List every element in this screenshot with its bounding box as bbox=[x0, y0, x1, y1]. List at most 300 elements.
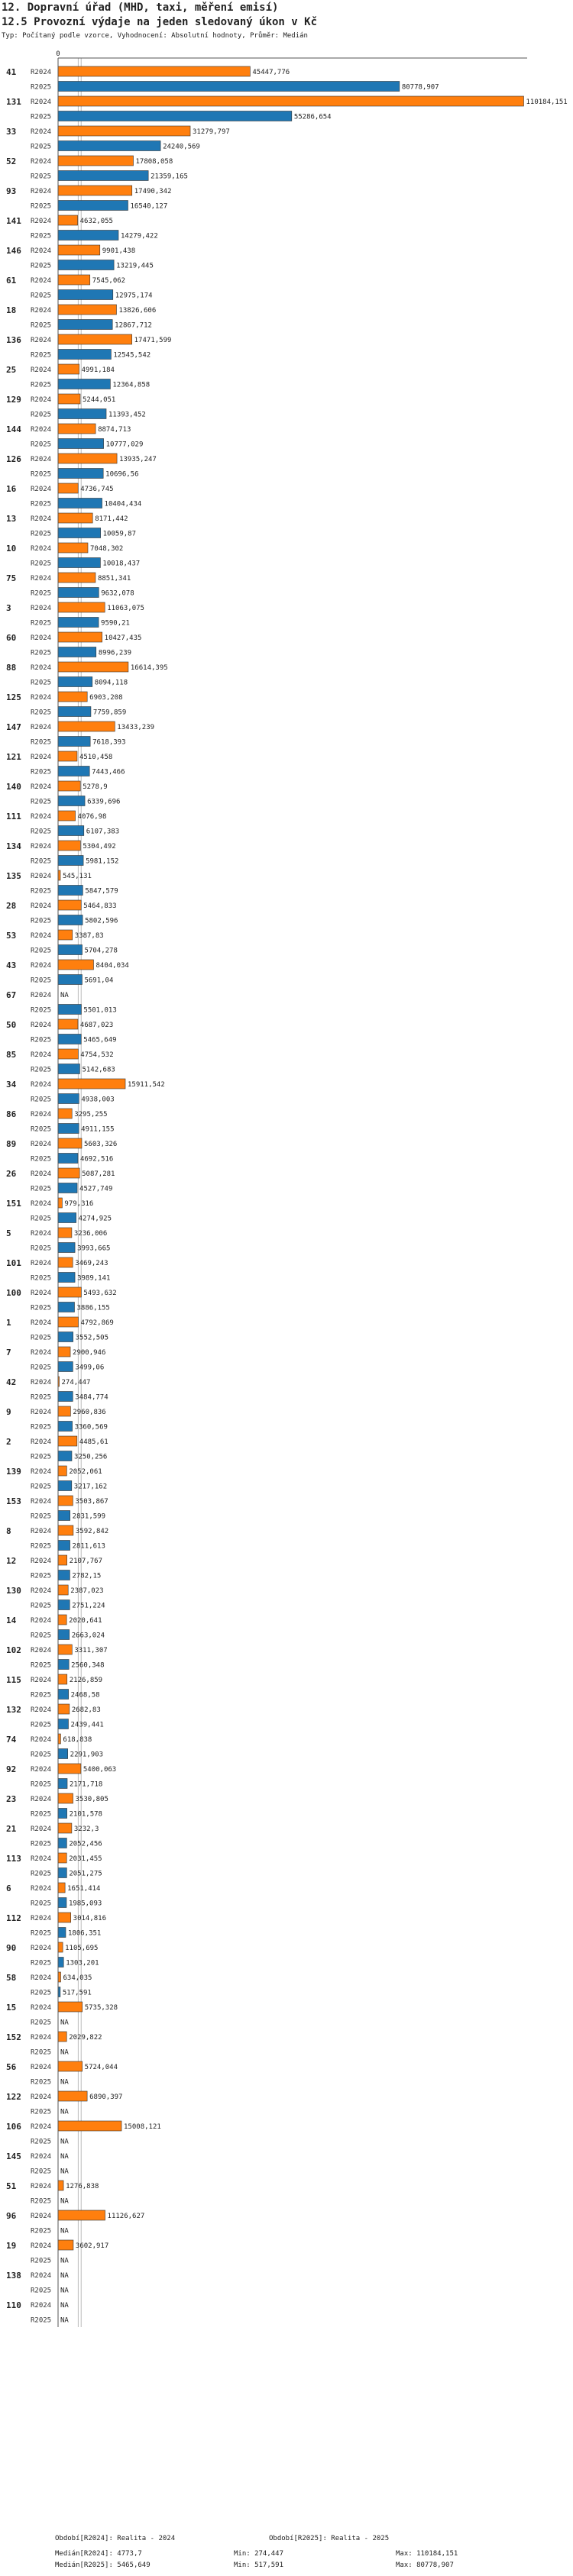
bar-r2025 bbox=[58, 1630, 70, 1640]
value-label: 12867,712 bbox=[115, 321, 152, 330]
series-label-r2025: R2025 bbox=[31, 560, 52, 568]
group-label: 34 bbox=[6, 1080, 17, 1089]
bar-r2024 bbox=[58, 275, 90, 285]
group-label: 144 bbox=[6, 424, 21, 434]
bar-r2024 bbox=[58, 1198, 62, 1208]
series-label-r2024: R2024 bbox=[31, 1736, 52, 1744]
bar-r2025 bbox=[58, 1958, 63, 1968]
bar-r2024 bbox=[58, 394, 80, 404]
series-label-r2025: R2025 bbox=[31, 1393, 52, 1402]
series-label-r2025: R2025 bbox=[31, 649, 52, 657]
series-label-r2024: R2024 bbox=[31, 2093, 52, 2101]
value-label: 5735,328 bbox=[84, 2004, 118, 2012]
bar-r2024 bbox=[58, 1853, 66, 1863]
bar-r2025 bbox=[58, 1064, 79, 1074]
bar-r2025 bbox=[58, 1779, 67, 1789]
value-label: NA bbox=[60, 2302, 69, 2310]
value-label: 2052,061 bbox=[69, 1468, 102, 1476]
bar-r2024 bbox=[58, 721, 115, 731]
bar-r2025 bbox=[58, 1183, 77, 1193]
bar-r2024 bbox=[58, 1019, 78, 1029]
series-label-r2024: R2024 bbox=[31, 2004, 52, 2012]
series-label-r2025: R2025 bbox=[31, 1840, 52, 1848]
value-label: 3360,569 bbox=[74, 1423, 108, 1432]
bar-r2025 bbox=[58, 647, 96, 657]
series-label-r2025: R2025 bbox=[31, 1751, 52, 1759]
group-label: 8 bbox=[6, 1526, 11, 1536]
series-label-r2025: R2025 bbox=[31, 738, 52, 747]
value-label: 8171,442 bbox=[95, 515, 128, 523]
group-label: 125 bbox=[6, 692, 21, 702]
bar-r2025 bbox=[58, 1154, 78, 1164]
x-axis-zero-label: 0 bbox=[56, 50, 60, 58]
series-label-r2025: R2025 bbox=[31, 500, 52, 508]
series-label-r2024: R2024 bbox=[31, 128, 52, 136]
value-label: 3503,867 bbox=[75, 1498, 108, 1506]
group-label: 151 bbox=[6, 1199, 21, 1209]
group-label: 92 bbox=[6, 1764, 17, 1774]
bar-r2024 bbox=[58, 513, 92, 523]
value-label: 4911,155 bbox=[81, 1125, 115, 1134]
bar-r2024 bbox=[58, 2002, 83, 2012]
bar-r2025 bbox=[58, 826, 84, 836]
value-label: 3993,665 bbox=[77, 1244, 111, 1253]
bar-r2024 bbox=[58, 1823, 72, 1833]
value-label: 274,447 bbox=[61, 1379, 91, 1386]
group-label: 111 bbox=[6, 812, 21, 822]
value-label: 3014,816 bbox=[73, 1915, 107, 1922]
bar-r2025 bbox=[58, 171, 148, 181]
series-label-r2025: R2025 bbox=[31, 1900, 52, 1908]
value-label: 1303,201 bbox=[66, 1959, 99, 1968]
value-label: NA bbox=[60, 2316, 69, 2325]
bar-r2025 bbox=[58, 1600, 70, 1610]
group-label: 121 bbox=[6, 752, 21, 762]
series-label-r2025: R2025 bbox=[31, 1602, 52, 1610]
bar-r2024 bbox=[58, 424, 96, 434]
value-label: 5278,9 bbox=[83, 783, 108, 791]
value-label: 2751,224 bbox=[72, 1602, 105, 1610]
value-label: 2051,275 bbox=[69, 1870, 102, 1878]
series-label-r2024: R2024 bbox=[31, 962, 52, 970]
series-label-r2025: R2025 bbox=[31, 887, 52, 896]
bar-r2024 bbox=[58, 186, 132, 195]
series-label-r2024: R2024 bbox=[31, 2302, 52, 2310]
group-label: 90 bbox=[6, 1943, 17, 1953]
group-label: 86 bbox=[6, 1109, 17, 1119]
series-label-r2024: R2024 bbox=[31, 2123, 52, 2131]
series-label-r2025: R2025 bbox=[31, 976, 52, 985]
value-label: 5847,579 bbox=[85, 887, 118, 896]
value-label: NA bbox=[60, 2168, 69, 2176]
value-label: 10059,87 bbox=[102, 530, 137, 538]
bar-r2025 bbox=[58, 528, 101, 538]
series-label-r2025: R2025 bbox=[31, 1483, 52, 1491]
group-label: 1 bbox=[6, 1318, 11, 1328]
chart-subtitle: 12.5 Provozní výdaje na jeden sledovaný úkon v Kč bbox=[2, 16, 318, 28]
bar-r2025 bbox=[58, 1481, 72, 1491]
series-label-r2025: R2025 bbox=[31, 1185, 52, 1193]
series-label-r2025: R2025 bbox=[31, 1125, 52, 1134]
value-label: 2782,15 bbox=[72, 1572, 102, 1580]
series-label-r2025: R2025 bbox=[31, 828, 52, 836]
value-label: 3469,243 bbox=[75, 1260, 108, 1267]
series-label-r2024: R2024 bbox=[31, 1200, 52, 1208]
bar-r2025 bbox=[58, 1094, 79, 1104]
group-label: 145 bbox=[6, 2152, 21, 2161]
group-label: 88 bbox=[6, 663, 17, 673]
bar-r2024 bbox=[58, 751, 77, 761]
chart-note: Typ: Počítaný podle vzorce, Vyhodnocení: Absolutní hodnoty, Průměr: Medián bbox=[2, 32, 308, 40]
bar-r2025 bbox=[58, 1303, 74, 1312]
value-label: 8094,118 bbox=[94, 679, 128, 687]
bar-r2025 bbox=[58, 82, 400, 92]
value-label: NA bbox=[60, 2197, 69, 2206]
value-label: 4792,869 bbox=[80, 1319, 114, 1327]
value-label: NA bbox=[60, 2138, 69, 2146]
bar-r2025 bbox=[58, 886, 83, 896]
series-label-r2024: R2024 bbox=[31, 783, 52, 791]
value-label: NA bbox=[60, 2048, 69, 2057]
bar-r2024 bbox=[58, 96, 523, 106]
group-label: 25 bbox=[6, 365, 17, 375]
value-label: 5465,649 bbox=[83, 1036, 117, 1044]
series-label-r2024: R2024 bbox=[31, 1855, 52, 1863]
bar-r2024 bbox=[58, 1079, 125, 1089]
series-label-r2024: R2024 bbox=[31, 426, 52, 434]
value-label: 4687,023 bbox=[79, 1022, 114, 1029]
bar-r2025 bbox=[58, 1660, 69, 1670]
group-label: 96 bbox=[6, 2211, 17, 2221]
value-label: 634,035 bbox=[63, 1974, 92, 1982]
bar-r2025 bbox=[58, 1124, 79, 1134]
series-label-r2025: R2025 bbox=[31, 1215, 52, 1223]
series-label-r2024: R2024 bbox=[31, 277, 52, 285]
value-label: 16614,395 bbox=[130, 664, 168, 672]
value-label: 4736,745 bbox=[80, 486, 114, 493]
group-label: 41 bbox=[6, 67, 17, 77]
group-label: 26 bbox=[6, 1169, 17, 1179]
value-label: 2560,348 bbox=[71, 1661, 105, 1670]
bar-r2024 bbox=[58, 1138, 82, 1148]
series-label-r2024: R2024 bbox=[31, 1409, 52, 1416]
group-label: 67 bbox=[6, 990, 17, 1000]
value-label: 5704,278 bbox=[84, 947, 118, 955]
series-label-r2025: R2025 bbox=[31, 351, 52, 360]
bar-r2024 bbox=[58, 781, 80, 791]
value-label: 2126,859 bbox=[69, 1677, 103, 1684]
group-label: 14 bbox=[6, 1616, 17, 1625]
value-label: 3552,505 bbox=[75, 1334, 109, 1342]
min-r2024: Min: 274,447 bbox=[234, 2550, 284, 2558]
value-label: 5142,683 bbox=[82, 1066, 115, 1074]
series-label-r2025: R2025 bbox=[31, 1989, 52, 1997]
value-label: 2663,024 bbox=[71, 1632, 105, 1640]
bar-r2025 bbox=[58, 1332, 73, 1342]
value-label: 2387,023 bbox=[70, 1587, 104, 1595]
series-label-r2024: R2024 bbox=[31, 605, 52, 612]
group-label: 85 bbox=[6, 1050, 17, 1060]
value-label: 17471,599 bbox=[134, 337, 172, 344]
value-label: 6903,208 bbox=[89, 694, 123, 702]
value-label: 1276,838 bbox=[66, 2183, 99, 2190]
value-label: 6107,383 bbox=[86, 828, 120, 836]
group-label: 140 bbox=[6, 782, 21, 792]
series-label-r2025: R2025 bbox=[31, 2197, 52, 2206]
value-label: 618,838 bbox=[63, 1736, 92, 1744]
bar-r2025 bbox=[58, 1005, 81, 1015]
series-label-r2024: R2024 bbox=[31, 396, 52, 404]
value-label: 1105,695 bbox=[65, 1945, 99, 1952]
group-label: 75 bbox=[6, 573, 17, 583]
series-label-r2025: R2025 bbox=[31, 1572, 52, 1580]
value-label: 7618,393 bbox=[92, 738, 126, 747]
series-label-r2025: R2025 bbox=[31, 947, 52, 955]
series-label-r2025: R2025 bbox=[31, 2048, 52, 2057]
series-label-r2024: R2024 bbox=[31, 1945, 52, 1952]
value-label: 10427,435 bbox=[104, 634, 142, 642]
median-r2025: Medián[R2025]: 5465,649 bbox=[55, 2561, 151, 2569]
bar-r2024 bbox=[58, 364, 79, 374]
bar-r2024 bbox=[58, 2240, 73, 2250]
value-label: 31279,797 bbox=[193, 128, 230, 136]
bar-r2024 bbox=[58, 305, 116, 315]
value-label: 11063,075 bbox=[107, 605, 144, 612]
bar-r2024 bbox=[58, 1704, 70, 1714]
series-label-r2024: R2024 bbox=[31, 2272, 52, 2280]
group-label: 89 bbox=[6, 1139, 17, 1149]
group-label: 106 bbox=[6, 2122, 21, 2132]
bar-r2025 bbox=[58, 1392, 73, 1402]
series-label-r2025: R2025 bbox=[31, 113, 52, 121]
group-label: 53 bbox=[6, 931, 17, 941]
value-label: 4754,532 bbox=[80, 1051, 114, 1059]
value-label: 2811,613 bbox=[72, 1542, 105, 1551]
series-label-r2025: R2025 bbox=[31, 2316, 52, 2325]
bar-r2024 bbox=[58, 1496, 73, 1506]
value-label: 3592,842 bbox=[75, 1528, 109, 1535]
bar-r2025 bbox=[58, 1213, 76, 1223]
series-label-r2024: R2024 bbox=[31, 1796, 52, 1803]
value-label: 3989,141 bbox=[77, 1274, 111, 1283]
bar-r2025 bbox=[58, 767, 89, 776]
value-label: 6890,397 bbox=[89, 2093, 123, 2101]
series-label-r2025: R2025 bbox=[31, 1304, 52, 1312]
bar-r2024 bbox=[58, 215, 78, 225]
group-label: 112 bbox=[6, 1913, 21, 1923]
bar-r2024 bbox=[58, 960, 93, 970]
group-label: 152 bbox=[6, 2032, 21, 2042]
series-label-r2024: R2024 bbox=[31, 1290, 52, 1297]
value-label: 4485,61 bbox=[79, 1438, 108, 1446]
value-label: 3311,307 bbox=[74, 1647, 108, 1654]
bar-r2024 bbox=[58, 900, 81, 910]
legend-r2024: Období[R2024]: Realita - 2024 bbox=[55, 2535, 176, 2542]
value-label: 6339,696 bbox=[87, 798, 121, 806]
series-label-r2025: R2025 bbox=[31, 917, 52, 925]
bar-r2024 bbox=[58, 2032, 66, 2042]
value-label: 1985,093 bbox=[68, 1900, 102, 1908]
series-label-r2025: R2025 bbox=[31, 1661, 52, 1670]
group-label: 43 bbox=[6, 960, 17, 970]
series-label-r2025: R2025 bbox=[31, 798, 52, 806]
series-label-r2024: R2024 bbox=[31, 2064, 52, 2071]
bar-r2025 bbox=[58, 320, 112, 330]
value-label: 2291,903 bbox=[70, 1751, 104, 1759]
series-label-r2024: R2024 bbox=[31, 1825, 52, 1833]
median-r2024: Medián[R2024]: 4773,7 bbox=[55, 2550, 142, 2558]
series-label-r2024: R2024 bbox=[31, 1260, 52, 1267]
value-label: NA bbox=[60, 2153, 69, 2161]
series-label-r2025: R2025 bbox=[31, 2138, 52, 2146]
bar-r2025 bbox=[58, 499, 102, 508]
bar-r2024 bbox=[58, 245, 100, 255]
bar-r2024 bbox=[58, 1287, 81, 1297]
value-label: 2031,455 bbox=[69, 1855, 102, 1863]
value-label: 3602,917 bbox=[75, 2242, 109, 2250]
series-label-r2025: R2025 bbox=[31, 1929, 52, 1938]
bar-r2024 bbox=[58, 483, 78, 493]
value-label: 10404,434 bbox=[104, 500, 142, 508]
group-label: 101 bbox=[6, 1258, 21, 1268]
value-label: 2052,456 bbox=[69, 1840, 102, 1848]
series-label-r2025: R2025 bbox=[31, 1244, 52, 1253]
value-label: 13219,445 bbox=[116, 262, 154, 270]
bar-r2025 bbox=[58, 260, 114, 270]
series-label-r2024: R2024 bbox=[31, 1468, 52, 1476]
bar-r2025 bbox=[58, 201, 128, 211]
bar-r2025 bbox=[58, 111, 292, 121]
value-label: NA bbox=[60, 992, 69, 999]
series-label-r2025: R2025 bbox=[31, 143, 52, 151]
value-label: 3217,162 bbox=[73, 1483, 108, 1491]
bar-r2025 bbox=[58, 1511, 70, 1521]
series-label-r2024: R2024 bbox=[31, 1081, 52, 1089]
value-label: 3232,3 bbox=[73, 1825, 99, 1833]
series-label-r2025: R2025 bbox=[31, 2019, 52, 2027]
value-label: 5087,281 bbox=[82, 1170, 115, 1178]
series-label-r2024: R2024 bbox=[31, 932, 52, 940]
bar-r2025 bbox=[58, 796, 85, 806]
bar-r2024 bbox=[58, 2210, 105, 2220]
bar-r2024 bbox=[58, 1734, 60, 1744]
value-label: 5724,044 bbox=[84, 2064, 118, 2071]
value-label: 2960,836 bbox=[73, 1409, 106, 1416]
group-label: 15 bbox=[6, 2003, 17, 2013]
series-label-r2025: R2025 bbox=[31, 2078, 52, 2087]
bar-r2024 bbox=[58, 1913, 71, 1922]
value-label: 3484,774 bbox=[75, 1393, 108, 1402]
value-label: 17490,342 bbox=[134, 188, 172, 195]
value-label: 7545,062 bbox=[92, 277, 126, 285]
series-label-r2024: R2024 bbox=[31, 1141, 52, 1148]
group-label: 12 bbox=[6, 1556, 17, 1566]
series-label-r2024: R2024 bbox=[31, 247, 52, 255]
bar-r2025 bbox=[58, 1422, 73, 1432]
value-label: 4692,516 bbox=[79, 1155, 114, 1164]
bar-r2025 bbox=[58, 1273, 75, 1283]
group-label: 2 bbox=[6, 1437, 11, 1447]
series-label-r2024: R2024 bbox=[31, 366, 52, 374]
bar-r2024 bbox=[58, 930, 73, 940]
group-label: 115 bbox=[6, 1675, 21, 1685]
group-label: 129 bbox=[6, 395, 21, 405]
series-label-r2024: R2024 bbox=[31, 843, 52, 851]
group-label: 13 bbox=[6, 514, 17, 524]
bar-r2024 bbox=[58, 1049, 78, 1059]
series-label-r2024: R2024 bbox=[31, 1587, 52, 1595]
value-label: 517,591 bbox=[62, 1989, 92, 1997]
bar-r2025 bbox=[58, 1838, 66, 1848]
group-label: 74 bbox=[6, 1735, 17, 1745]
value-label: 12545,542 bbox=[113, 351, 151, 360]
bar-r2024 bbox=[58, 1942, 63, 1952]
series-label-r2025: R2025 bbox=[31, 2227, 52, 2235]
value-label: 10777,029 bbox=[105, 441, 144, 449]
series-label-r2024: R2024 bbox=[31, 1885, 52, 1893]
series-label-r2024: R2024 bbox=[31, 2242, 52, 2250]
series-label-r2025: R2025 bbox=[31, 1810, 52, 1819]
value-label: 9632,078 bbox=[101, 589, 134, 598]
value-label: 3530,805 bbox=[75, 1796, 108, 1803]
value-label: 80778,907 bbox=[401, 83, 439, 92]
value-label: 4527,749 bbox=[79, 1185, 113, 1193]
bar-r2025 bbox=[58, 1362, 73, 1372]
bar-r2025 bbox=[58, 1035, 81, 1044]
series-label-r2025: R2025 bbox=[31, 292, 52, 300]
bar-r2024 bbox=[58, 1168, 79, 1178]
series-label-r2025: R2025 bbox=[31, 589, 52, 598]
bar-r2025 bbox=[58, 618, 99, 628]
value-label: 11126,627 bbox=[107, 2213, 145, 2220]
series-label-r2025: R2025 bbox=[31, 1780, 52, 1789]
value-label: 5493,632 bbox=[83, 1290, 117, 1297]
series-label-r2025: R2025 bbox=[31, 321, 52, 330]
bar-r2025 bbox=[58, 350, 111, 360]
group-label: 141 bbox=[6, 216, 21, 226]
group-label: 7 bbox=[6, 1348, 11, 1357]
group-label: 139 bbox=[6, 1467, 21, 1477]
bar-r2024 bbox=[58, 1466, 66, 1476]
bar-r2024 bbox=[58, 1615, 66, 1625]
series-label-r2024: R2024 bbox=[31, 2153, 52, 2161]
value-label: 3387,83 bbox=[74, 932, 104, 940]
series-label-r2025: R2025 bbox=[31, 619, 52, 628]
value-label: 5603,326 bbox=[83, 1141, 118, 1148]
series-label-r2024: R2024 bbox=[31, 1617, 52, 1625]
group-label: 23 bbox=[6, 1794, 17, 1804]
bar-r2025 bbox=[58, 469, 103, 479]
value-label: 24240,569 bbox=[163, 143, 200, 151]
value-label: 5464,833 bbox=[83, 902, 117, 910]
value-label: 2900,946 bbox=[73, 1349, 106, 1357]
series-label-r2025: R2025 bbox=[31, 1959, 52, 1968]
value-label: 3886,155 bbox=[76, 1304, 110, 1312]
bar-r2024 bbox=[58, 662, 128, 672]
bar-r2025 bbox=[58, 945, 83, 955]
group-label: 130 bbox=[6, 1586, 21, 1596]
value-label: 13935,247 bbox=[119, 456, 157, 463]
bar-r2024 bbox=[58, 1793, 73, 1803]
group-label: 58 bbox=[6, 1973, 17, 1983]
series-label-r2024: R2024 bbox=[31, 158, 52, 166]
bar-r2024 bbox=[58, 1674, 67, 1684]
legend-r2025: Období[R2025]: Realita - 2025 bbox=[269, 2535, 390, 2542]
series-label-r2024: R2024 bbox=[31, 575, 52, 583]
series-label-r2025: R2025 bbox=[31, 232, 52, 240]
series-label-r2024: R2024 bbox=[31, 1974, 52, 1982]
bar-r2025 bbox=[58, 379, 110, 389]
